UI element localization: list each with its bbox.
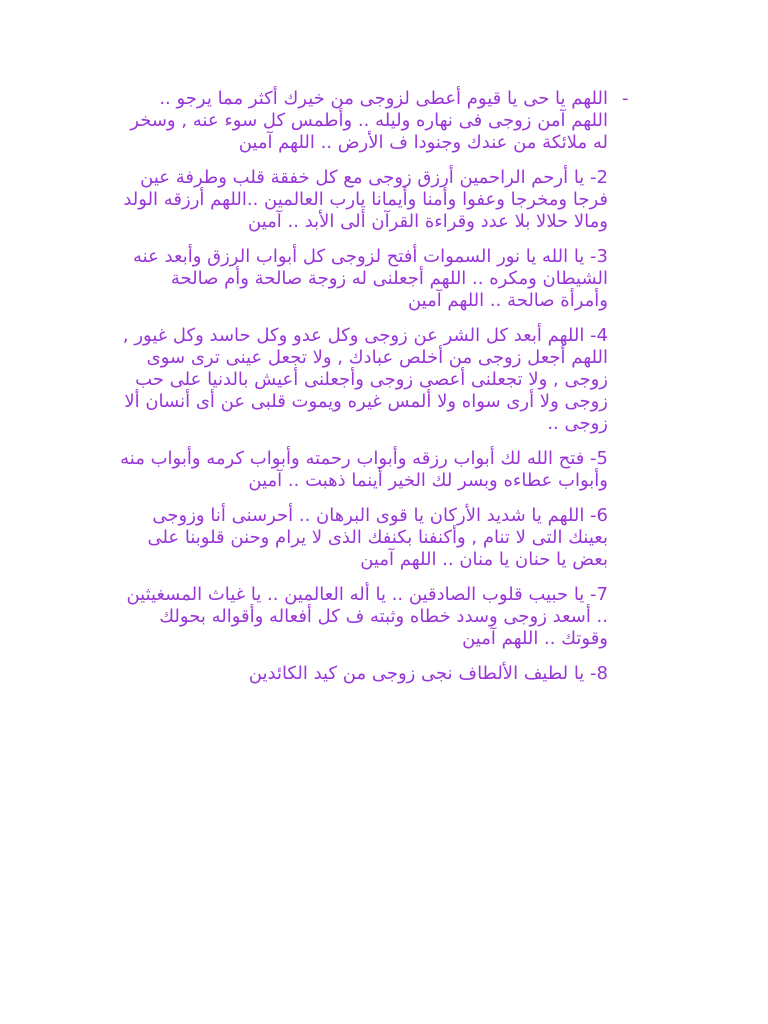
prayer-paragraph-4: 4- اللهم أبعد كل الشر عن زوجى وكل عدو وكل حاسد وكل غيور , اللهم أجعل زوجى من أخلص عبادك , ولا تجعل عينى ترى سوى زوجى , ولا تجعلنى أعصى زوجى وأجعلنى أعيش بالدنيا على حب زوجى ولا أرى سواه ولا ألمس غيره ويموت قلبى عن أى أنسان ألا زوجى .. — [122, 325, 608, 434]
prayer-list — [118, 88, 608, 698]
prayer-paragraph-7: 7- يا حبيب قلوب الصادقين .. يا أله العالمين .. يا غياث المسغيثين .. أسعد زوجى وسدد خطاه وثبته ف كل أفعاله وأقواله بحولك وقوتك .. اللهم آمين — [126, 584, 608, 649]
prayer-paragraph-6: 6- اللهم يا شديد الأركان يا قوى البرهان .. أحرسنى أنا وزوجى بعينك التى لا تنام , وأكنفنا بكنفك الذى لا يرام وحنن قلوبنا على بعض يا حنان يا منان .. اللهم آمين — [147, 505, 608, 570]
prayer-paragraph-1: اللهم يا حى يا قيوم أعطى لزوجى من خيرك أكثر مما يرجو .. اللهم آمن زوجى فى نهاره وليله .. وأطمس كل سوء عنه , وسخر له ملائكة من عندك وجنودا ف الأرض .. اللهم آمين — [130, 88, 608, 153]
prayer-paragraph-5: 5- فتح الله لك أبواب رزقه وأبواب رحمته وأبواب كرمه وأبواب منه وأبواب عطاءه وبسر لك الخير أينما ذهبت .. آمين — [120, 448, 608, 491]
prayer-paragraph-8: 8- يا لطيف الألطاف نجى زوجى من كيد الكائدين — [248, 663, 608, 684]
prayer-paragraph-2: 2- يا أرحم الراحمين أرزق زوجى مع كل خفقة قلب وطرفة عين فرجا ومخرجا وعفوا وأمنا وأيمانا يارب العالمين ..اللهم أرزقه الولد ومالا حلالا بلا عدد وقراءة القرآن ألى الأبد .. آمين — [123, 167, 608, 232]
list-bullet: - — [622, 88, 629, 109]
prayer-paragraph-3: 3- يا الله يا نور السموات أفتح لزوجى كل أبواب الرزق وأبعد عنه الشيطان ومكره .. اللهم أجعلنى له زوجة صالحة وأم صالحة وأمرأة صالحة .. اللهم آمين — [133, 246, 608, 311]
